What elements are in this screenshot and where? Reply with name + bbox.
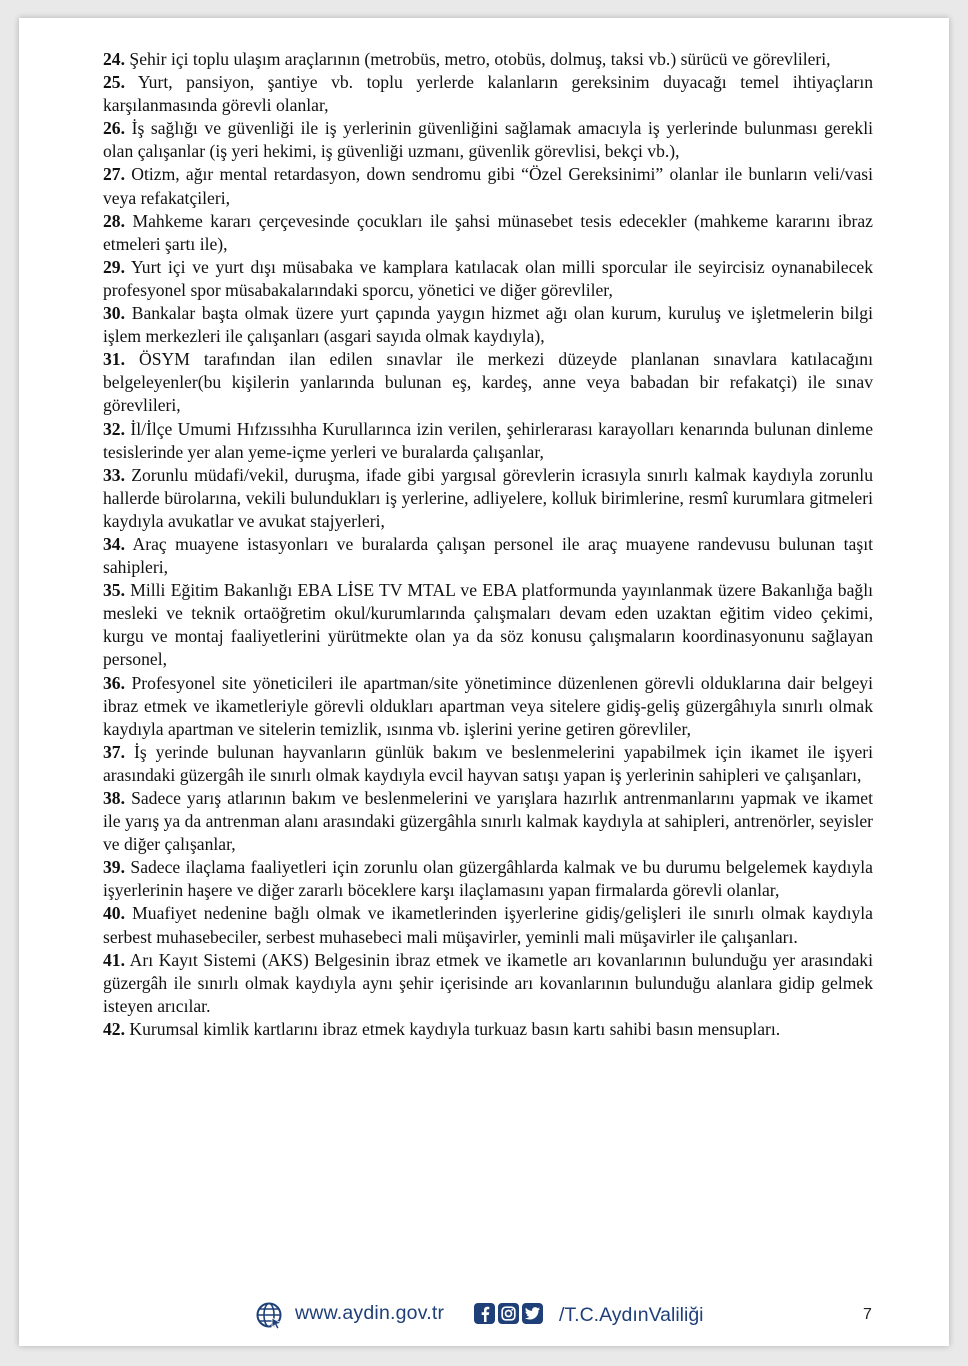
list-item: [103, 1018, 873, 1041]
item-number: 38.: [103, 788, 125, 808]
page-number: 7: [863, 1306, 872, 1323]
item-text: İş yerinde bulunan hayvanların günlük bakım ve beslenmelerini yapabilmek için ikamet ile işyeri arasındaki güzergâh ile sınırlı olmak kaydıyla evcil hayvan satışı yapan iş yerlerinin sahipleri ve çalışanları,: [103, 741, 873, 785]
document-body: [103, 48, 873, 1041]
page-footer: [19, 1298, 949, 1338]
social-icons: [474, 1303, 543, 1324]
list-item: [103, 464, 873, 533]
instagram-icon[interactable]: [498, 1303, 519, 1324]
list-item: [103, 533, 873, 579]
item-number: 33.: [103, 464, 125, 485]
item-text: İl/İlçe Umumi Hıfzıssıhha Kurullarınca izin verilen, şehirlerarası karayolları kenarında bulunan dinleme tesislerinde yer alan yeme-içme yerleri ve buralarda çalışanlar,: [103, 418, 873, 462]
website-link[interactable]: www.aydin.gov.tr: [295, 1302, 445, 1324]
item-number: 40.: [103, 903, 125, 924]
item-text: Yurt içi ve yurt dışı müsabaka ve kamplara katılacak olan milli sporcular ile seyircisiz oynanabilecek profesyonel spor müsabakalarındaki sporcu, yönetici ve diğer görevliler,: [103, 256, 873, 300]
item-number: 34.: [103, 533, 125, 554]
item-number: 37.: [103, 741, 125, 762]
item-text: Kurumsal kimlik kartlarını ibraz etmek kaydıyla turkuaz basın kartı sahibi basın mensupları.: [129, 1018, 781, 1039]
list-item: [103, 71, 873, 117]
item-text: Mahkeme kararı çerçevesinde çocukları ile şahsi münasebet tesis edecekler (mahkeme kararını ibraz etmeleri şartı ile),: [103, 210, 873, 254]
item-text: Arı Kayıt Sistemi (AKS) Belgesinin ibraz etmek ve ikametle arı kovanlarının bulunduğu yer arasındaki güzergâh ile sınırlı olmak kaydıyla aynı şehir içerisinde arı kovanlarının bulunduğu alanlara gidip gelmek isteyen arıcılar.: [103, 949, 873, 1016]
item-number: 28.: [103, 210, 125, 231]
item-number: 27.: [103, 164, 125, 185]
list-item: [103, 787, 873, 856]
item-text: Profesyonel site yöneticileri ile apartman/site yönetimince düzenlenen görevli olduklarına dair belgeyi ibraz etmek ve ikametleriyle görevli oldukları apartman veya sitelere gidiş-geliş güzergâhıyla sınırlı olmak kaydıyla apartman ve sitelerin temizlik, ısınma vb. işlerini yerine getiren görevliler,: [103, 672, 873, 739]
item-number: 41.: [103, 949, 125, 970]
item-number: 25.: [103, 72, 125, 93]
list-item: [103, 348, 873, 417]
twitter-icon[interactable]: [522, 1303, 543, 1324]
list-item: [103, 418, 873, 464]
item-number: 36.: [103, 672, 125, 693]
item-number: 39.: [103, 857, 125, 878]
list-item: [103, 902, 873, 948]
item-text: Yurt, pansiyon, şantiye vb. toplu yerlerde kalanların gereksinim duyacağı temel ihtiyaçların karşılanmasında görevli olanlar,: [103, 72, 873, 116]
list-item: [103, 210, 873, 256]
list-item: [103, 949, 873, 1018]
item-text: Otizm, ağır mental retardasyon, down sendromu gibi “Özel Gereksinimi” olanlar ile bunların veli/vasi veya refakatçileri,: [103, 164, 873, 208]
item-text: ÖSYM tarafından ilan edilen sınavlar ile merkezi düzeyde planlanan sınavlara katılacağını belgeleyenler(bu kişilerin yanlarında bulunan eş, kardeş, anne veya babadan bir refakatçi) ile sınav görevlileri,: [103, 349, 873, 416]
item-number: 24.: [103, 49, 125, 69]
facebook-icon[interactable]: [474, 1303, 495, 1324]
list-item: [103, 672, 873, 741]
item-number: 30.: [103, 303, 125, 324]
item-text: Bankalar başta olmak üzere yurt çapında yaygın hizmet ağı olan kurum, kuruluş ve işletmelerin bilgi işlem merkezleri ile çalışanları (asgari sayıda olmak kaydıyla),: [103, 303, 873, 347]
list-item: [103, 48, 873, 71]
list-item: [103, 163, 873, 209]
item-number: 42.: [103, 1018, 125, 1039]
list-item: [103, 302, 873, 348]
item-text: Sadece ilaçlama faaliyetleri için zorunlu olan güzergâhlarda kalmak ve bu durumu belgelemek kaydıyla işyerlerinin haşere ve diğer zararlı böceklere karşı ilaçlamasını yapan firmalarda görevli olanlar,: [103, 857, 873, 901]
item-text: Araç muayene istasyonları ve buralarda çalışan personel ile araç muayene randevusu bulunan taşıt sahipleri,: [103, 533, 873, 578]
item-number: 26.: [103, 118, 125, 139]
list-item: [103, 256, 873, 302]
item-text: İş sağlığı ve güvenliği ile iş yerlerinin güvenliğini sağlamak amacıyla iş yerlerinde bulunması gerekli olan çalışanlar (iş yeri hekimi, iş güvenliği uzmanı, güvenlik görevlisi, bekçi vb.),: [103, 118, 873, 162]
list-item: [103, 117, 873, 163]
list-item: [103, 856, 873, 902]
item-number: 29.: [103, 256, 125, 277]
list-item: [103, 579, 873, 671]
list-item: [103, 741, 873, 787]
item-text: Şehir içi toplu ulaşım araçlarının (metrobüs, metro, otobüs, dolmuş, taksi vb.) sürücü ve görevlileri,: [129, 49, 831, 69]
document-page: [19, 18, 949, 1346]
item-text: Muafiyet nedenine bağlı olmak ve ikametlerinden işyerlerine gidiş/gelişleri ile sınırlı olmak kaydıyla serbest muhasebeciler, serbest muhasebeci mali müşavirler, yeminli mali müşavirler ile çalışanları.: [103, 903, 873, 947]
item-text: Zorunlu müdafi/vekil, duruşma, ifade gibi yargısal görevlerin icrasıyla sınırlı kalmak kaydıyla zorunlu hallerde bürolarına, vekili bulundukları iş yerlerine, adliyelere, kolluk birimlerine, resmî kurumlara gitmeleri kaydıyla avukatlar ve avukat stajyerleri,: [103, 464, 873, 531]
globe-icon: [255, 1301, 283, 1329]
item-number: 31.: [103, 349, 125, 370]
item-number: 35.: [103, 580, 125, 601]
item-text: Milli Eğitim Bakanlığı EBA LİSE TV MTAL ve EBA platformunda yayınlanmak üzere Bakanlığa bağlı mesleki ve teknik ortaöğretim okul/kurumlarında çalışmaları devam eden uzaktan eğitim video çekimi, kurgu ve montaj faaliyetlerini yürütmekte olan ya da söz konusu çalışmaların koordinasyonunu sağlayan personel,: [103, 580, 873, 670]
social-handle[interactable]: /T.C.AydınValiliği: [559, 1304, 704, 1326]
item-number: 32.: [103, 418, 125, 439]
item-text: Sadece yarış atlarının bakım ve beslenmelerini ve yarışlara hazırlık antrenmanlarını yapmak ve ikamet ile yarış ya da antrenman alanı arasındaki güzergâhla sınırlı kalmak kaydıyla at sahipleri, antrenörler, seyisler ve diğer çalışanlar,: [103, 788, 873, 855]
